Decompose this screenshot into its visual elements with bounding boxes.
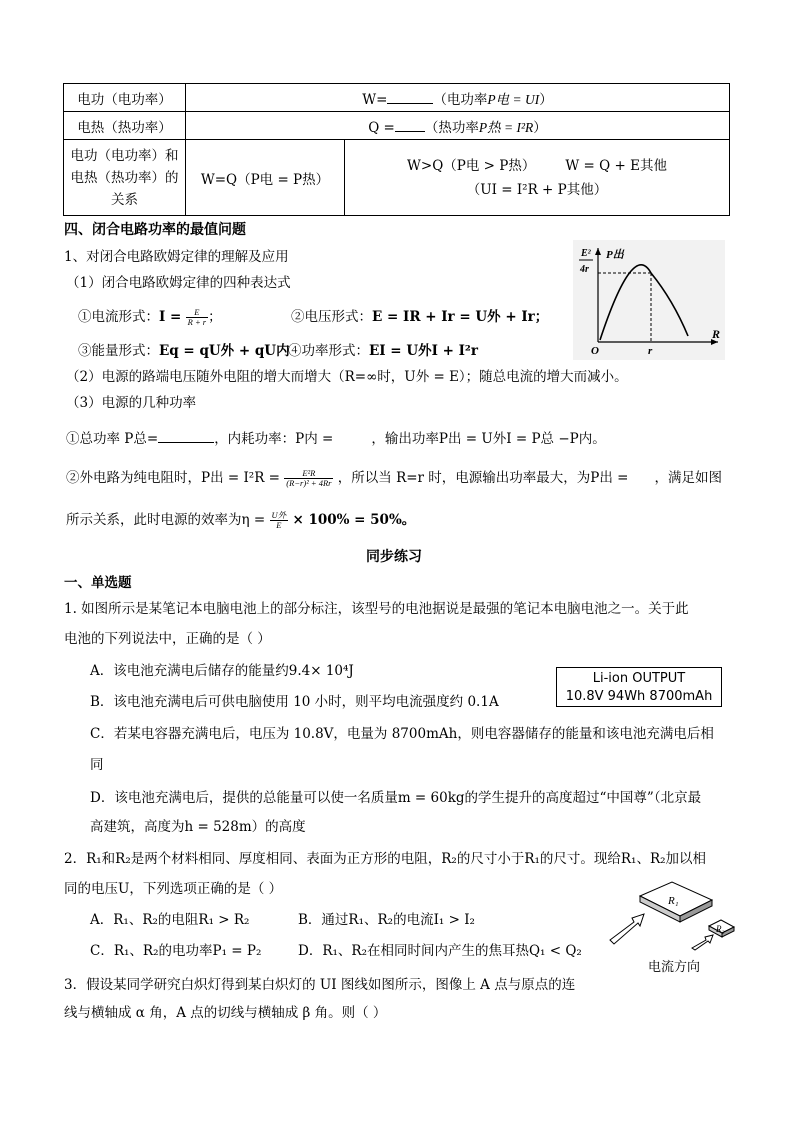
graph-origin-label: O bbox=[591, 345, 599, 357]
row3-label: 电功（电功率）和 电热（热功率）的 关系 bbox=[64, 140, 186, 216]
q2-option-c: C．R₁、R₂的电功率P₁ = P₂ bbox=[90, 943, 262, 959]
q1-option-c-line1: C．若某电容器充满电后，电压为 10.8V，电量为 8700mAh，则电容器储存的能量和该电池充满电后相 bbox=[90, 726, 714, 742]
formula-current: ①电流形式：I = $\frac{E}{R + r}$ ； bbox=[78, 307, 222, 327]
resistor-figure bbox=[606, 878, 752, 952]
q1-option-c-line2: 同 bbox=[90, 757, 104, 773]
q2-option-b: B．通过R₁、R₂的电流I₁ > I₂ bbox=[298, 912, 475, 928]
resistor-r2-label: R₂ bbox=[716, 924, 725, 934]
row3-right: W>Q（P电 > P热） W = Q + E其他 （UI = I²R + P其他） bbox=[345, 140, 730, 216]
practice-title: 同步练习 bbox=[366, 549, 422, 565]
q1-line1: 1. 如图所示是某笔记本电脑电池上的部分标注，该型号的电池据说是最强的笔记本电脑电池之一。关于此 bbox=[64, 601, 689, 617]
graph-y-axis-label: P出 bbox=[606, 249, 624, 261]
formula-voltage: ②电压形式：E = IR + Ir = U外 + Ir； bbox=[291, 309, 549, 325]
q2-option-a: A．R₁、R₂的电阻R₁ > R₂ bbox=[90, 912, 250, 928]
formula-energy: ③能量形式：Eq = qU外 + qU内 bbox=[78, 343, 290, 359]
battery-label-box bbox=[556, 667, 722, 707]
q1-option-a: A．该电池充满电后储存的能量约9.4× 10⁴J bbox=[90, 663, 354, 679]
power-output-graph bbox=[573, 240, 725, 360]
power-line3: 所示关系，此时电源的效率为η = $\frac{\text{U外}}{E}$ × 100% = 50%。 bbox=[66, 510, 416, 530]
q2-line1: 2．R₁和R₂是两个材料相同、厚度相同、表面为正方形的电阻，R₂的尺寸小于R₁的尺寸。现给R₁、R₂加以相 bbox=[64, 851, 707, 867]
battery-label-line1: Li-ion OUTPUT bbox=[592, 671, 686, 686]
item1: 1、对闭合电路欧姆定律的理解及应用 bbox=[64, 249, 289, 265]
row1-value: W= （电功率P电 = UI） bbox=[186, 84, 730, 112]
formula-power: ④功率形式：EI = U外I + I²r bbox=[288, 343, 478, 359]
section4-heading: 四、闭合电路功率的最值问题 bbox=[64, 222, 246, 238]
row1-label: 电功（电功率） bbox=[64, 84, 186, 112]
row3-left: W=Q（P电 = P热） bbox=[186, 140, 345, 216]
power-line2: ②外电路为纯电阻时，P出 = I²R = $\frac{\text{E²R}}{\text{(R−r)² + 4Rr}}$ ，所以当 R=r 时，电源输出功率最大，为P出 = ，满足如图 bbox=[66, 468, 722, 488]
sub1: （1）闭合电路欧姆定律的四种表达式 bbox=[66, 275, 291, 291]
power-comparison-table bbox=[63, 83, 730, 216]
resistor-r1-label: R₁ bbox=[668, 895, 679, 907]
q1-option-d-line1: D．该电池充满电后，提供的总能量可以使一名质量m = 60kg的学生提升的高度超过“中国尊”（北京最 bbox=[90, 790, 702, 806]
q3-line2: 线与横轴成 α 角，A 点的切线与横轴成 β 角。则（ ） bbox=[64, 1005, 387, 1021]
sub3: （3）电源的几种功率 bbox=[66, 395, 197, 411]
q1-line2: 电池的下列说法中，正确的是（ ） bbox=[64, 631, 271, 647]
q1-option-d-line2: 高建筑，高度为h = 528m）的高度 bbox=[90, 819, 306, 835]
current-arrow-left-icon bbox=[610, 914, 644, 944]
q2-option-d: D．R₁、R₂在相同时间内产生的焦耳热Q₁ < Q₂ bbox=[298, 943, 582, 959]
row2-label: 电热（热功率） bbox=[64, 112, 186, 140]
graph-ybottom-label: 4r bbox=[580, 264, 589, 275]
q2-line2: 同的电压U，下列选项正确的是（ ） bbox=[64, 881, 283, 897]
battery-label-line2: 10.8V 94Wh 8700mAh bbox=[565, 689, 713, 704]
graph-peak-label: r bbox=[648, 345, 653, 357]
row2-value: Q = （热功率P热 = I²R） bbox=[186, 112, 730, 140]
current-direction-caption: 电流方向 bbox=[648, 960, 701, 975]
graph-ytop-label: E² bbox=[581, 248, 591, 259]
q3-line1: 3．假设某同学研究白炽灯得到某白炽灯的 UI 图线如图所示，图像上 A 点与原点的连 bbox=[64, 977, 576, 993]
graph-x-axis-label: R bbox=[712, 327, 721, 341]
practice-section: 一、单选题 bbox=[64, 575, 132, 591]
sub2: （2）电源的路端电压随外电阻的增大而增大（R=∞时，U外 = E）；随总电流的增大而减小。 bbox=[66, 369, 628, 385]
current-arrow-right-icon bbox=[692, 935, 713, 950]
q1-option-b: B．该电池充满电后可供电脑使用 10 小时，则平均电流强度约 0.1A bbox=[90, 694, 499, 710]
power-line1: ①总功率 P总= ，内耗功率：P内 = ，输出功率P出 = U外I = P总 −P内。 bbox=[66, 431, 606, 447]
